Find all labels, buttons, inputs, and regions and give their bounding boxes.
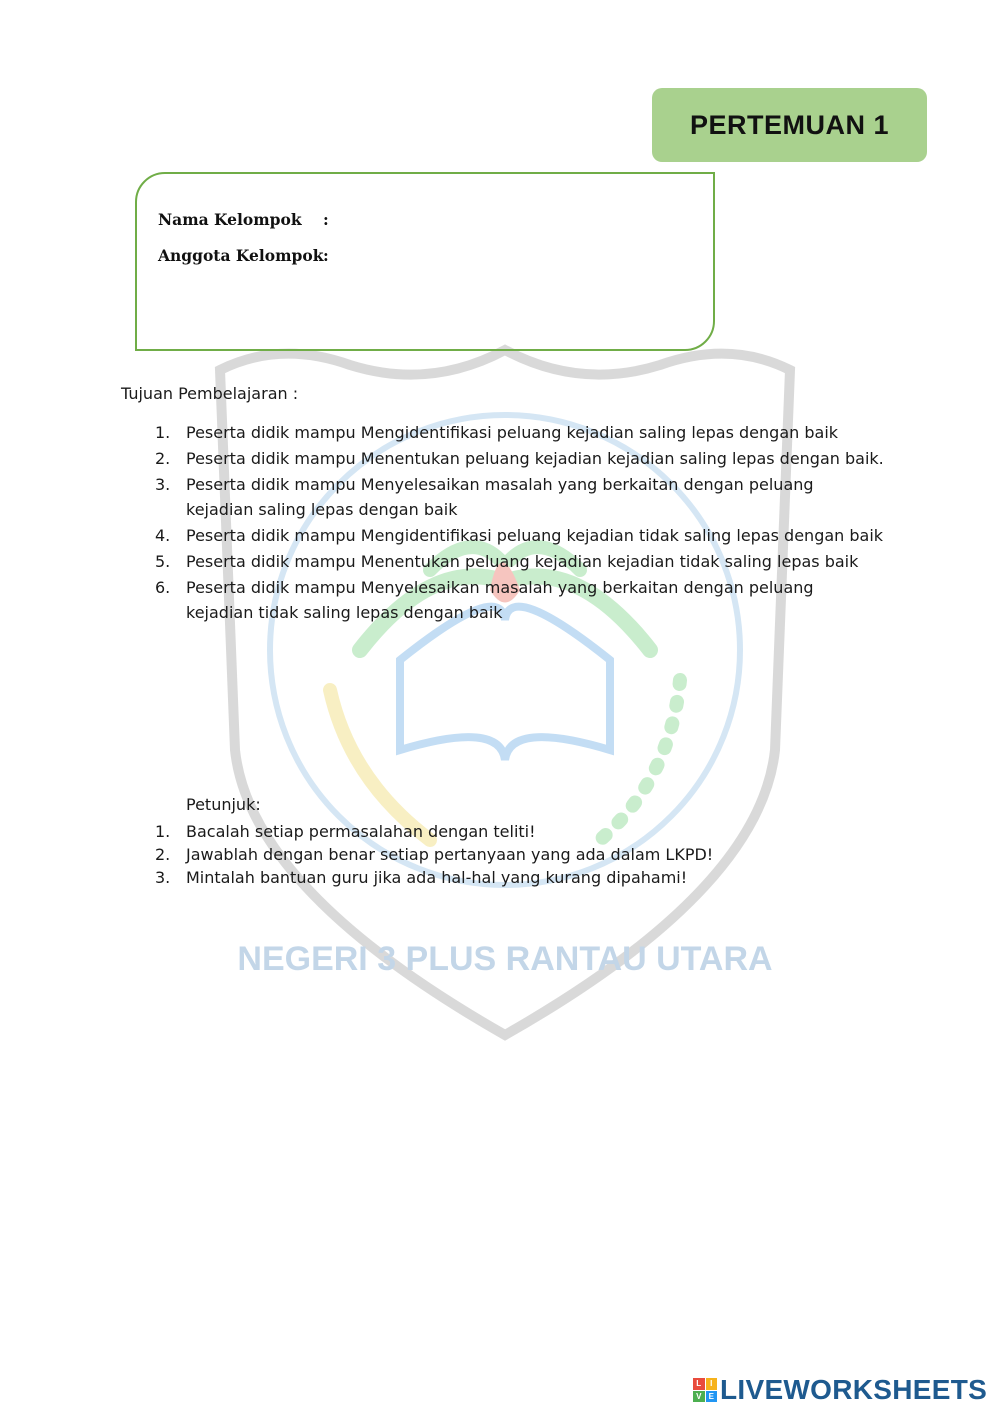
item-text: Bacalah setiap permasalahan dengan teliti! (186, 822, 536, 841)
list-item (150, 446, 885, 471)
group-name-field (158, 210, 329, 229)
item-number: 5. (155, 552, 171, 571)
item-text: Peserta didik mampu Menyelesaikan masalah yang berkaitan dengan peluang kejadian tidak saling lepas dengan baik (186, 578, 814, 622)
item-text: Peserta didik mampu Mengidentifikasi peluang kejadian saling lepas dengan baik (186, 423, 839, 442)
logo-letter: E (706, 1391, 718, 1403)
list-item (150, 472, 885, 522)
list-item (150, 866, 885, 889)
list-item (150, 549, 885, 574)
watermark-motto: NEGERI 3 PLUS RANTAU UTARA (237, 940, 773, 978)
list-item (150, 420, 885, 445)
learning-goals-list (150, 420, 885, 626)
list-item (150, 820, 885, 843)
brand-name: LIVEWORKSHEETS (720, 1374, 988, 1405)
item-number: 4. (155, 526, 171, 545)
item-number: 2. (155, 845, 171, 864)
meeting-label: PERTEMUAN 1 (689, 109, 890, 140)
liveworksheets-logo-icon (693, 1378, 717, 1402)
instructions-title: Petunjuk: (186, 795, 261, 814)
item-text: Mintalah bantuan guru jika ada hal-hal yang kurang dipahami! (186, 868, 688, 887)
meeting-badge (652, 88, 927, 162)
list-item (150, 523, 885, 548)
group-members-separator: : (323, 246, 329, 265)
instructions-list (150, 820, 885, 889)
logo-letter: I (706, 1378, 718, 1390)
list-item (150, 843, 885, 866)
item-number: 2. (155, 449, 171, 468)
group-members-field (158, 246, 329, 265)
item-number: 6. (155, 578, 171, 597)
item-number: 3. (155, 868, 171, 887)
group-name-separator: : (323, 210, 329, 229)
learning-goals-title: Tujuan Pembelajaran : (121, 384, 299, 403)
item-number: 1. (155, 423, 171, 442)
item-text: Jawablah dengan benar setiap pertanyaan yang ada dalam LKPD! (186, 845, 714, 864)
logo-letter: V (693, 1391, 705, 1403)
item-text: Peserta didik mampu Menyelesaikan masalah yang berkaitan dengan peluang kejadian saling lepas dengan baik (186, 475, 814, 519)
group-name-label: Nama Kelompok (158, 210, 302, 229)
item-text: Peserta didik mampu Menentukan peluang kejadian kejadian tidak saling lepas baik (186, 552, 859, 571)
group-members-label: Anggota Kelompok (158, 246, 324, 265)
liveworksheets-logo (693, 1374, 987, 1406)
item-number: 1. (155, 822, 171, 841)
item-number: 3. (155, 475, 171, 494)
logo-letter: L (693, 1378, 705, 1390)
list-item (150, 575, 885, 625)
item-text: Peserta didik mampu Mengidentifikasi peluang kejadian tidak saling lepas dengan baik (186, 526, 884, 545)
item-text: Peserta didik mampu Menentukan peluang kejadian kejadian saling lepas dengan baik. (186, 449, 884, 468)
group-info-box (135, 172, 715, 351)
